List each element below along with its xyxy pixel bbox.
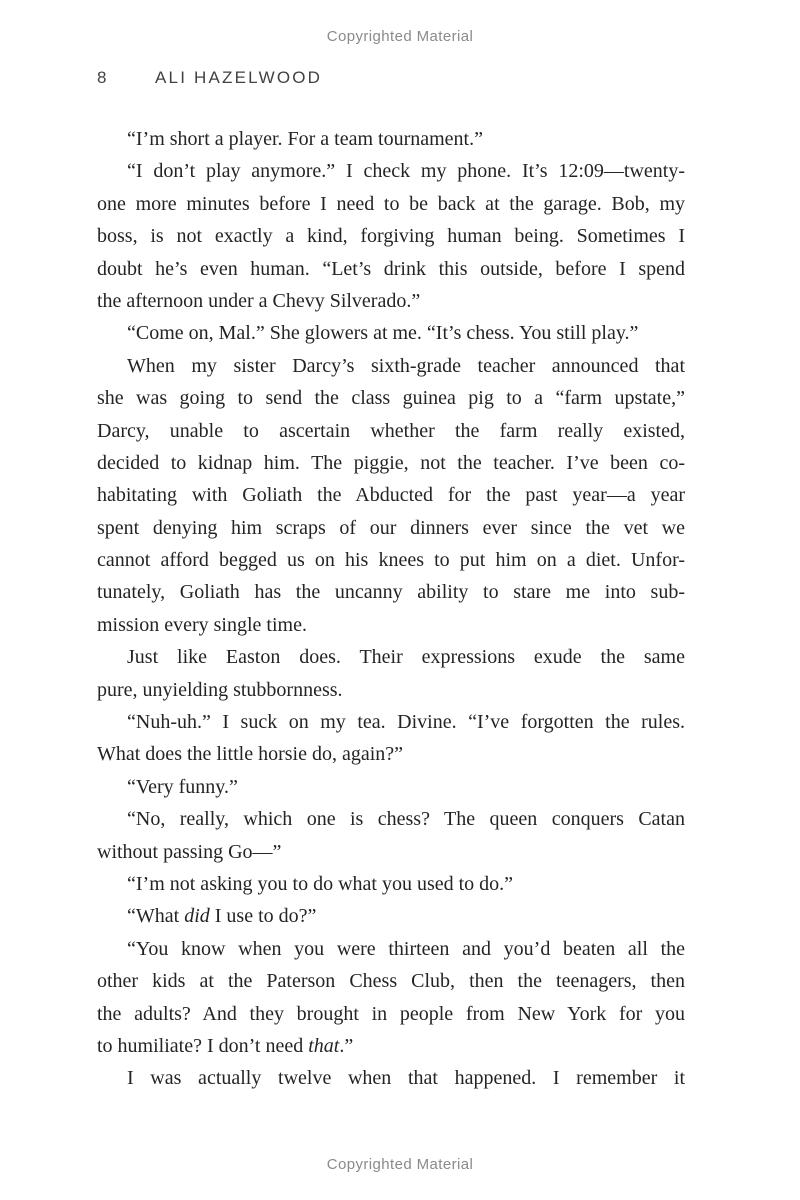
copyright-notice-top: Copyrighted Material — [326, 28, 474, 45]
text-segment: decided to kidnap him. The piggie, not the teacher. I’ve been co- — [97, 451, 685, 474]
text-line — [97, 544, 685, 576]
text-line — [97, 933, 685, 965]
running-head-author: ALI HAZELWOOD — [155, 68, 323, 87]
text-segment: “Nuh-uh.” I suck on my tea. Divine. “I’ve forgotten the rules. — [127, 711, 685, 734]
body-text — [97, 123, 685, 1095]
text-segment: “Very funny.” — [127, 775, 238, 798]
text-segment: boss, is not exactly a kind, forgiving human being. Sometimes I — [97, 225, 685, 248]
text-segment: Just like Easton does. Their expressions exude the same — [127, 646, 685, 669]
text-segment: spent denying him scraps of our dinners ever since the vet we — [97, 516, 685, 539]
text-segment: tunately, Goliath has the uncanny ability to stare me into sub- — [97, 581, 685, 604]
text-line — [97, 738, 685, 770]
text-segment: “I’m short a player. For a team tournament.” — [127, 128, 483, 150]
text-segment: Darcy, unable to ascertain whether the farm really existed, — [97, 419, 685, 442]
text-line — [97, 220, 685, 252]
italic-text-segment: that — [308, 1034, 340, 1057]
text-segment: cannot afford begged us on his knees to put him on a diet. Unfor- — [97, 549, 685, 572]
text-line — [97, 965, 685, 997]
text-line — [97, 123, 685, 155]
text-line — [97, 576, 685, 608]
text-segment: “I don’t play anymore.” I check my phone. It’s 12:09—twenty- — [127, 160, 685, 183]
text-segment: .” — [339, 1034, 354, 1057]
copyright-notice-bottom: Copyrighted Material — [326, 1156, 474, 1173]
text-segment: “Come on, Mal.” She glowers at me. “It’s chess. You still play.” — [127, 322, 639, 345]
text-line — [97, 285, 685, 317]
text-line — [97, 900, 685, 932]
text-line — [97, 1030, 685, 1062]
text-segment: “You know when you were thirteen and you’d beaten all the — [127, 937, 685, 960]
text-line — [97, 350, 685, 382]
text-segment: I was actually twelve when that happened. I remember it — [127, 1067, 685, 1090]
text-segment: pure, unyielding stubbornness. — [97, 678, 343, 701]
text-segment: What does the little horsie do, again?” — [97, 743, 404, 766]
text-segment: the adults? And they brought in people from New York for you — [97, 1002, 685, 1025]
text-segment: When my sister Darcy’s sixth-grade teacher announced that — [127, 354, 685, 377]
italic-text-segment: did — [184, 905, 210, 928]
text-line — [97, 868, 685, 900]
text-segment: without passing Go—” — [97, 840, 282, 863]
text-segment: “I’m not asking you to do what you used to do.” — [127, 872, 514, 895]
text-line — [97, 803, 685, 835]
text-line — [97, 998, 685, 1030]
text-line — [97, 188, 685, 220]
text-line — [97, 512, 685, 544]
text-segment: to humiliate? I don’t need — [97, 1034, 309, 1057]
text-line — [97, 771, 685, 803]
text-line — [97, 609, 685, 641]
text-line — [97, 674, 685, 706]
text-segment: doubt he’s even human. “Let’s drink this outside, before I spend — [97, 257, 685, 280]
text-line — [97, 641, 685, 673]
text-segment: she was going to send the class guinea pig to a “farm upstate,” — [97, 387, 685, 410]
text-line — [97, 382, 685, 414]
text-line — [97, 836, 685, 868]
page-number: 8 — [97, 68, 107, 87]
text-line — [97, 1062, 685, 1094]
text-line — [97, 415, 685, 447]
running-head — [97, 68, 703, 88]
text-line — [97, 155, 685, 187]
text-segment: I use to do?” — [209, 905, 317, 928]
text-line — [97, 447, 685, 479]
text-segment: habitating with Goliath the Abducted for the past year—a year — [97, 484, 685, 507]
text-segment: other kids at the Paterson Chess Club, then the teenagers, then — [97, 970, 685, 993]
text-segment: one more minutes before I need to be back at the garage. Bob, my — [97, 192, 685, 215]
text-line — [97, 706, 685, 738]
text-segment: “What — [127, 905, 185, 928]
text-line — [97, 317, 685, 349]
text-line — [97, 479, 685, 511]
text-segment: the afternoon under a Chevy Silverado.” — [97, 289, 421, 312]
text-segment: mission every single time. — [97, 613, 307, 636]
text-segment: “No, really, which one is chess? The queen conquers Catan — [127, 808, 685, 831]
text-line — [97, 253, 685, 285]
